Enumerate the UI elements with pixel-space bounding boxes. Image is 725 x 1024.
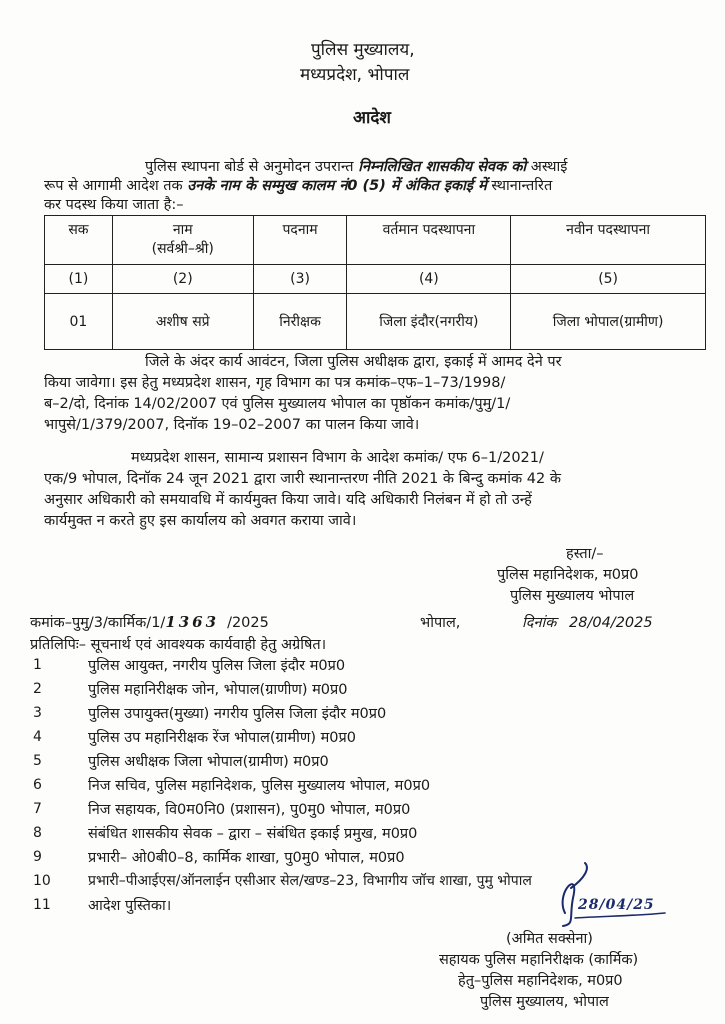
list-item: पुलिस महानिरीक्षक जोन, भोपाल(ग्राणीण) म0प्र0 [88, 682, 348, 698]
row-designation: निरीक्षक [253, 294, 347, 350]
list-item-number: 4 [33, 729, 42, 745]
reference-number [30, 612, 269, 632]
header-name-label: नाम [172, 222, 193, 238]
list-item-number: 9 [33, 849, 42, 865]
column-number: (4) [347, 265, 511, 294]
paragraph-line: जिले के अंदर कार्य आवंटन, जिला पुलिस अधीक्षक द्वारा, इकाई में आमद देने पर [145, 354, 562, 370]
list-item-number: 5 [33, 753, 42, 769]
list-item-number: 2 [33, 681, 42, 697]
paragraph-line: कार्यमुक्त न करते हुए इस कार्यालय को अवगत कराया जावे। [44, 513, 357, 529]
date-label: दिनांक [522, 615, 557, 631]
signatory-behalf: हेतु–पुलिस महानिदेशक, म0प्र0 [458, 973, 623, 989]
intro-emphasis: निम्नलिखित शासकीय सेवक को [358, 159, 527, 175]
list-item: प्रभारी– ओ0बी0–8, कार्मिक शाखा, पु0मु0 भोपाल, म0प्र0 [88, 850, 405, 866]
reference-date [522, 612, 653, 632]
paragraph-relieving [44, 448, 706, 532]
list-item-number: 10 [33, 873, 51, 889]
reference-handwritten-number: 1363 [165, 613, 220, 631]
intro-line-2 [44, 175, 552, 195]
list-item-number: 3 [33, 705, 42, 721]
list-item: पुलिस अधीक्षक जिला भोपाल(ग्रामीण) म0प्र0 [88, 754, 329, 770]
signatory-name: (अमित सक्सेना) [506, 931, 593, 947]
copy-line: प्रतिलिपिः– सूचनार्थ एवं आवश्यक कार्यवाही हेतु अग्रेषित। [30, 637, 327, 653]
table-row [45, 294, 706, 350]
list-item: पुलिस उपायुक्त(मुख्या) नगरीय पुलिस जिला इंदौर म0प्र0 [88, 706, 387, 722]
row-new-posting: जिला भोपाल(ग्रामीण) [511, 294, 706, 350]
header-new-posting: नवीन पदस्थापना [511, 216, 706, 265]
intro-line-3: कर पदस्थ किया जाता है:– [44, 197, 184, 213]
list-item: निज सचिव, पुलिस महानिदेशक, पुलिस मुख्यालय भोपाल, म0प्र0 [88, 778, 431, 794]
paragraph-line: भापुसे/1/379/2007, दिनॉक 19–02–2007 का पालन किया जावे। [44, 417, 420, 433]
column-number: (3) [253, 265, 347, 294]
signatory-title: सहायक पुलिस महानिरीक्षक (कार्मिक) [439, 952, 639, 968]
row-current-posting: जिला इंदौर(नगरीय) [347, 294, 511, 350]
column-number-row [45, 265, 706, 294]
list-item-number: 11 [33, 897, 51, 913]
paragraph-line: अनुसार अधिकारी को समयावधि में कार्यमुक्त किया जावे। यदि अधिकारी निलंबन में हो तो उन्हें [44, 492, 532, 508]
list-item: संबंधित शासकीय सेवक – द्वारा – संबंधित इकाई प्रमुख, म0प्र0 [88, 826, 418, 842]
header-name [112, 216, 253, 265]
list-item: पुलिस उप महानिरीक्षक रेंज भोपाल(ग्रामीण) म0प्र0 [88, 730, 356, 746]
signature-date: 28/04/25 [578, 897, 655, 913]
row-name: अशीष सप्रे [112, 294, 253, 350]
reference-prefix: कमांक–पुमु/3/कार्मिक/1/ [30, 615, 166, 631]
column-number: (5) [511, 265, 706, 294]
paragraph-line: किया जावेगा। इस हेतु मध्यप्रदेश शासन, गृह विभाग का पत्र कमांक–एफ–1–73/1998/ [44, 375, 506, 391]
intro-text: पुलिस स्थापना बोर्ड से अनुमोदन उपरान्त [145, 159, 359, 175]
header-current-posting: वर्तमान पदस्थापना [347, 216, 511, 265]
intro-text: रूप से आगामी आदेश तक [44, 178, 188, 194]
signatory-office: पुलिस मुख्यालय, भोपाल [480, 994, 609, 1010]
signatory-office: पुलिस मुख्यालय भोपाल [510, 588, 635, 604]
paragraph-line: ब–2/दो, दिनांक 14/02/2007 एवं पुलिस मुख्यालय भोपाल का पृष्ठॉकन कमांक/पुमु/1/ [44, 396, 511, 412]
header-sno: सक [45, 216, 113, 265]
date-value: 28/04/2025 [569, 615, 653, 631]
list-item-number: 7 [33, 801, 42, 817]
office-name: पुलिस मुख्यालय, [311, 40, 415, 60]
order-title: आदेश [353, 108, 391, 128]
intro-text: अस्थाई [526, 159, 568, 175]
paragraph-allotment [44, 352, 706, 436]
list-item: निज सहायक, वि0म0नि0 (प्रशासन), पु0मु0 भोपाल, म0प्र0 [88, 802, 411, 818]
signatory-title: पुलिस महानिदेशक, म0प्र0 [497, 567, 639, 583]
list-item: पुलिस आयुक्त, नगरीय पुलिस जिला इंदौर म0प्र0 [88, 658, 346, 674]
list-item: आदेश पुस्तिका। [88, 898, 172, 914]
signed-mark: हस्ता/– [566, 546, 604, 562]
row-sno: 01 [45, 294, 113, 350]
column-number: (1) [45, 265, 113, 294]
intro-text: स्थानान्तरित [486, 178, 553, 194]
list-item-number: 6 [33, 777, 42, 793]
table-header-row [45, 216, 706, 265]
header-name-sub: (सर्वश्री–श्री) [151, 241, 214, 257]
intro-emphasis: उनके नाम के सम्मुख कालम नं0 (5) में अंकित इकाई में [187, 178, 487, 194]
column-number: (2) [112, 265, 253, 294]
reference-suffix: /2025 [227, 615, 269, 631]
intro-line-1 [145, 156, 567, 176]
list-item-number: 1 [33, 657, 42, 673]
header-designation: पदनाम [253, 216, 347, 265]
paragraph-line: एक/9 भोपाल, दिनॉक 24 जून 2021 द्वारा जारी स्थानान्तरण नीति 2021 के बिन्दु कमांक 42 के [44, 471, 561, 487]
paragraph-line: मध्यप्रदेश शासन, सामान्य प्रशासन विभाग के आदेश कमांक/ एफ 6–1/2021/ [131, 450, 544, 466]
reference-place: भोपाल, [420, 615, 461, 631]
office-location: मध्यप्रदेश, भोपाल [300, 65, 410, 85]
list-item: प्रभारी–पीआईएस/ऑनलाईन एसीआर सेल/खण्ड–23, विभागीय जॉच शाखा, पुमु भोपाल [88, 873, 532, 889]
transfer-table [44, 215, 706, 350]
list-item-number: 8 [33, 825, 42, 841]
